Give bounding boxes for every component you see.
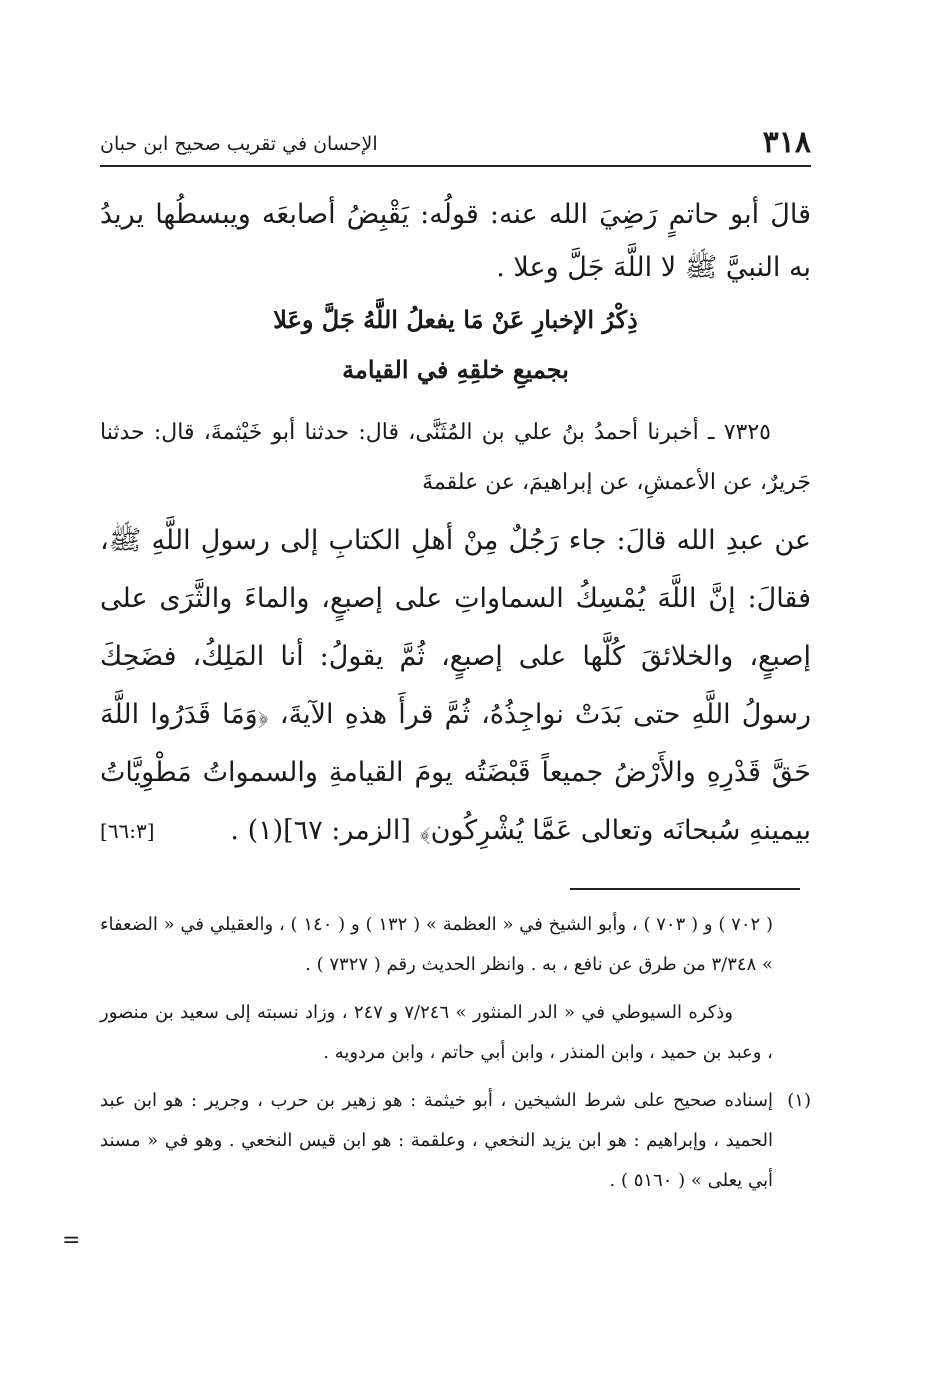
book-title: الإحسان في تقريب صحيح ابن حبان [100, 133, 378, 155]
heading-line-2: بجميعِ خلقِهِ في القيامة [342, 355, 569, 384]
footnote-1-text: إسناده صحيح على شرط الشيخين ، أبو خيثمة : هو زهير بن حرب ، وجرير : هو ابن عبد الحميد ، وإبراهيم : هو ابن يزيد النخعي ، وعلقمة : هو ابن قيس النخعي . وهو في « مسند أبي يعلى » ( ٥١٦٠ ) . [100, 1090, 773, 1191]
opening-paragraph: قالَ أبو حاتمٍ رَضِيَ الله عنه: قولُه: يَقْبِضُ أصابعَه ويبسطُها يريدُ به النبيَّ ﷺ لا اللَّهَ جَلَّ وعلا . [100, 199, 811, 283]
heading-line-1: ذِكْرُ الإخبارِ عَنْ مَا يفعلُ اللَّهُ جَلَّ وعَلا [273, 305, 638, 334]
matn-text: عن عبدِ الله قالَ: جاء رَجُلٌ مِنْ أهلِ الكتابِ إلى رسولِ اللَّهِ ﷺ، فقالَ: إنَّ اللَّهَ يُمْسِكُ السماواتِ على إصبعٍ، والماءَ والثَّرَى على إصبعٍ، والخلائقَ كُلَّها على إصبعٍ، ثُمَّ يقولُ: أنا المَلِكُ، فضَحِكَ رسولُ اللَّهِ حتى بَدَتْ نواجِذُهُ، ثُمَّ قرأَ هذهِ الآيةَ، ﴿وَمَا قَدَرُوا اللَّهَ حَقَّ قَدْرِهِ والأَرْضُ جميعاً قَبْضَتُه يومَ القيامةِ والسمواتُ مَطْوِيَّاتُ بيمينهِ سُبحانَه وتعالى عَمَّا يُشْرِكُون﴾ [الزمر: ٦٧](١) . [100, 525, 811, 846]
continuation-mark: = [62, 1228, 81, 1253]
footnote-1-marker: (١) [787, 1090, 811, 1111]
footnote-1 [100, 1081, 811, 1201]
footnote-continued: ( ٧٠٢ ) و ( ٧٠٣ ) ، وأبو الشيخ في « العظمة » ( ١٣٢ ) و ( ١٤٠ ) ، والعقيلي في « الضعفاء » ٣/٣٤٨ من طرق عن نافع ، به . وانظر الحديث رقم ( ٧٣٢٧ ) . [100, 914, 773, 975]
hadith-matn [100, 512, 811, 860]
footnote-continued-2-text: وذكره السيوطي في « الدر المنثور » ٧/٢٤٦ و ٢٤٧ ، وزاد نسبته إلى سعيد بن منصور ، وعبد بن حميد ، وابن المنذر ، وابن أبي حاتم ، وابن مردويه . [100, 1002, 773, 1063]
footnote-separator [570, 888, 800, 890]
footnotes [100, 905, 811, 1201]
footnote-continued-2 [100, 993, 773, 1073]
running-header [100, 125, 811, 167]
hadith-reference: [٦٦:٣] [100, 819, 155, 843]
hadith-isnad [100, 408, 811, 508]
page-number: ٣١٨ [762, 125, 811, 160]
isnad-text: ٧٣٢٥ ـ أخبرنا أحمدُ بنُ علي بن المُثَنَّى، قال: حدثنا أبو خَيْثمةَ، قال: حدثنا جَريرٌ، عن الأعمشِ، عن إبراهيمَ، عن علقمةَ [100, 420, 811, 495]
chapter-heading [100, 295, 811, 395]
